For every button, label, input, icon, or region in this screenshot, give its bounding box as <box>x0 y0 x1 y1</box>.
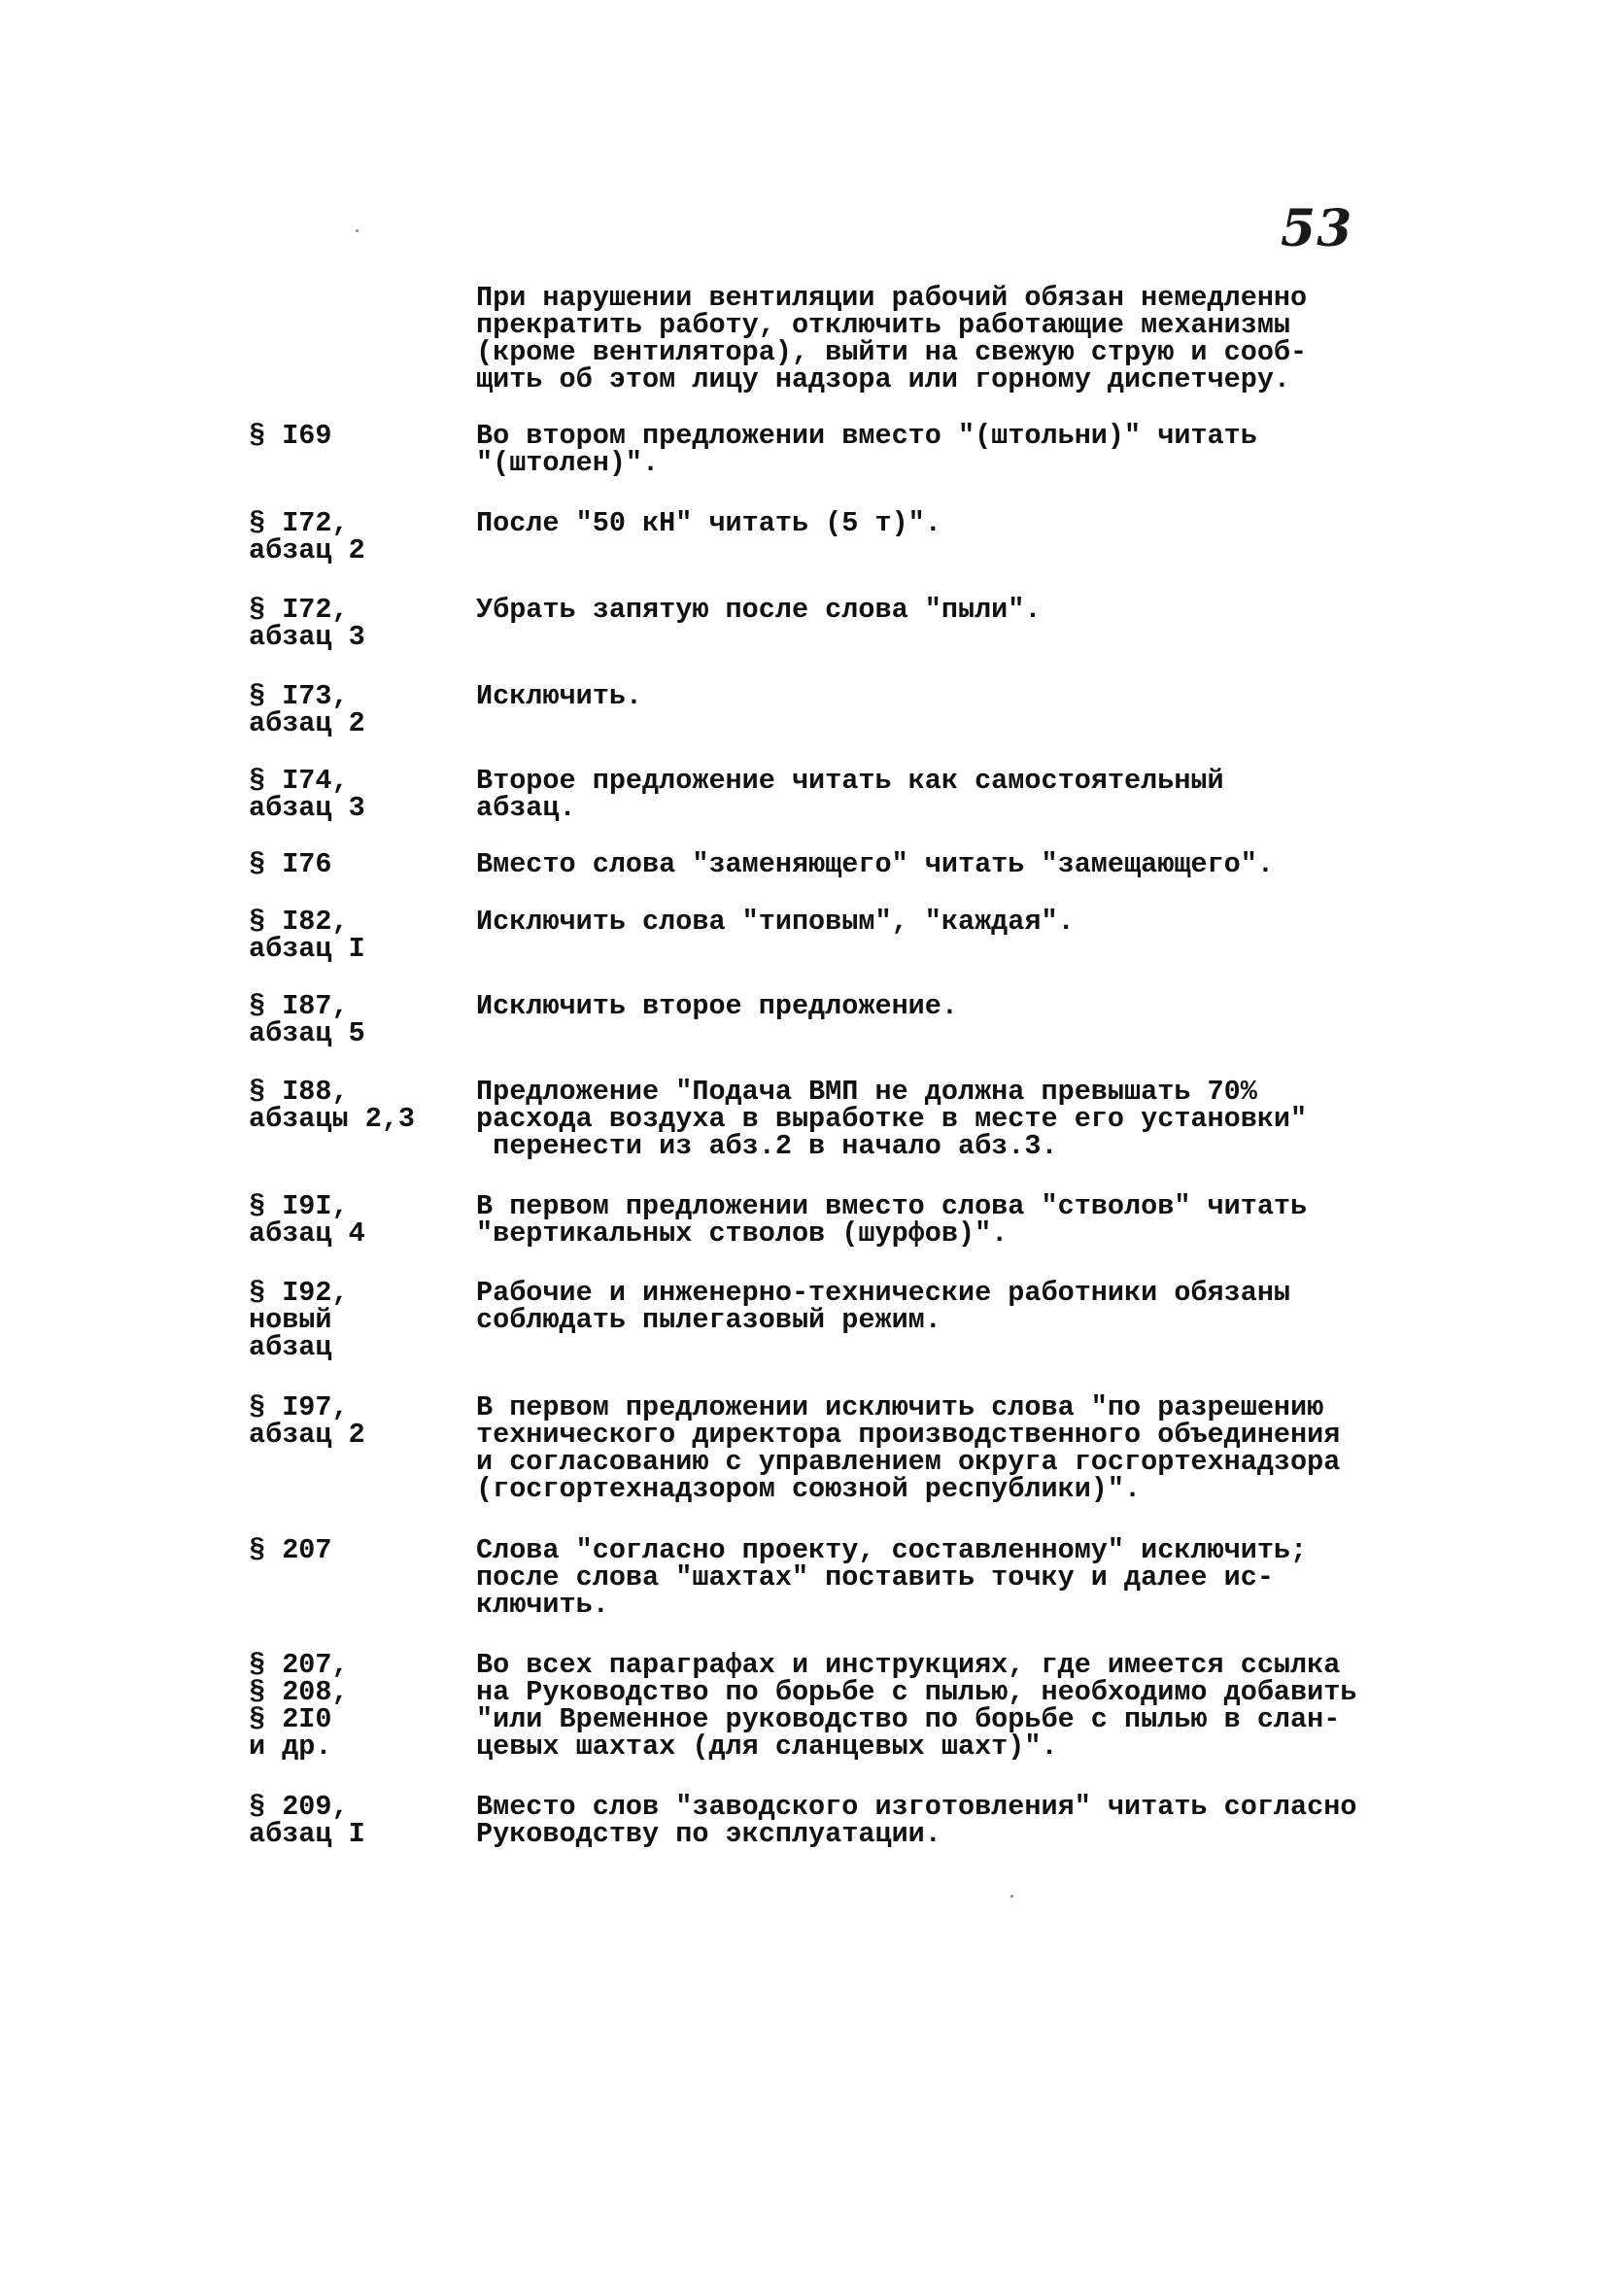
scan-speck <box>1010 1895 1013 1898</box>
section-reference: § I69 <box>249 420 332 452</box>
section-reference: § I74, абзац 3 <box>249 765 365 824</box>
correction-text: В первом предложении исключить слова "по разрешению технического директора производственного объединения и согласованию с управлением округа госгортехнадзора (госгортехнадзором союзной республики)". <box>476 1391 1341 1505</box>
correction-text: Убрать запятую после слова "пыли". <box>476 594 1042 626</box>
section-reference: § I82, абзац I <box>249 906 365 965</box>
section-reference: § I97, абзац 2 <box>249 1391 365 1451</box>
page-number: 53 <box>1281 199 1353 258</box>
section-reference: § I88, абзацы 2,3 <box>249 1076 416 1135</box>
section-reference: § I72, абзац 2 <box>249 507 365 566</box>
correction-text: После "50 кН" читать (5 т)". <box>476 507 941 539</box>
section-reference: § I87, абзац 5 <box>249 990 365 1049</box>
correction-text: Во втором предложении вместо "(штольни)" читать "(штолен)". <box>476 420 1257 479</box>
correction-text: Во всех параграфах и инструкциях, где имеется ссылка на Руководство по борьбе с пылью, необходимо добавить "или Временное руководство по борьбе с пылью в слан- цевых шахтах (для сланцевых шахт)". <box>476 1649 1357 1763</box>
correction-text: Слова "согласно проекту, составленному" исключить; после слова "шахтах" поставить точку и далее ис- ключить. <box>476 1534 1308 1621</box>
correction-text: Предложение "Подача ВМП не должна превышать 70% расхода воздуха в выработке в месте его установки" перенести из абз.2 в начало абз.3. <box>476 1076 1308 1162</box>
section-reference: § I73, абзац 2 <box>249 680 365 739</box>
intro-paragraph: При нарушении вентиляции рабочий обязан немедленно прекратить работу, отключить работающие механизмы (кроме вентилятора), выйти на свежую струю и сооб- щить об этом лицу надзора или горному диспетчеру. <box>476 282 1308 395</box>
correction-text: Исключить слова "типовым", "каждая". <box>476 906 1075 938</box>
section-reference: § 209, абзац I <box>249 1791 365 1850</box>
section-reference: § I76 <box>249 848 332 880</box>
scan-speck <box>356 229 359 232</box>
section-reference: § I92, новый абзац <box>249 1277 349 1363</box>
section-reference: § I72, абзац 3 <box>249 594 365 653</box>
correction-text: Рабочие и инженерно-технические работники обязаны соблюдать пылегазовый режим. <box>476 1277 1291 1336</box>
correction-text: Вместо слов "заводского изготовления" читать согласно Руководству по эксплуатации. <box>476 1791 1357 1850</box>
correction-text: Вместо слова "заменяющего" читать "замещающего". <box>476 848 1274 880</box>
correction-text: Исключить второе предложение. <box>476 990 958 1022</box>
section-reference: § 207 <box>249 1534 332 1566</box>
correction-text: Исключить. <box>476 680 643 712</box>
correction-text: Второе предложение читать как самостоятельный абзац. <box>476 765 1224 824</box>
section-reference: § 207, § 208, § 2I0 и др. <box>249 1649 349 1763</box>
section-reference: § I9I, абзац 4 <box>249 1190 365 1250</box>
correction-text: В первом предложении вместо слова "стволов" читать "вертикальных стволов (шурфов)". <box>476 1190 1308 1250</box>
